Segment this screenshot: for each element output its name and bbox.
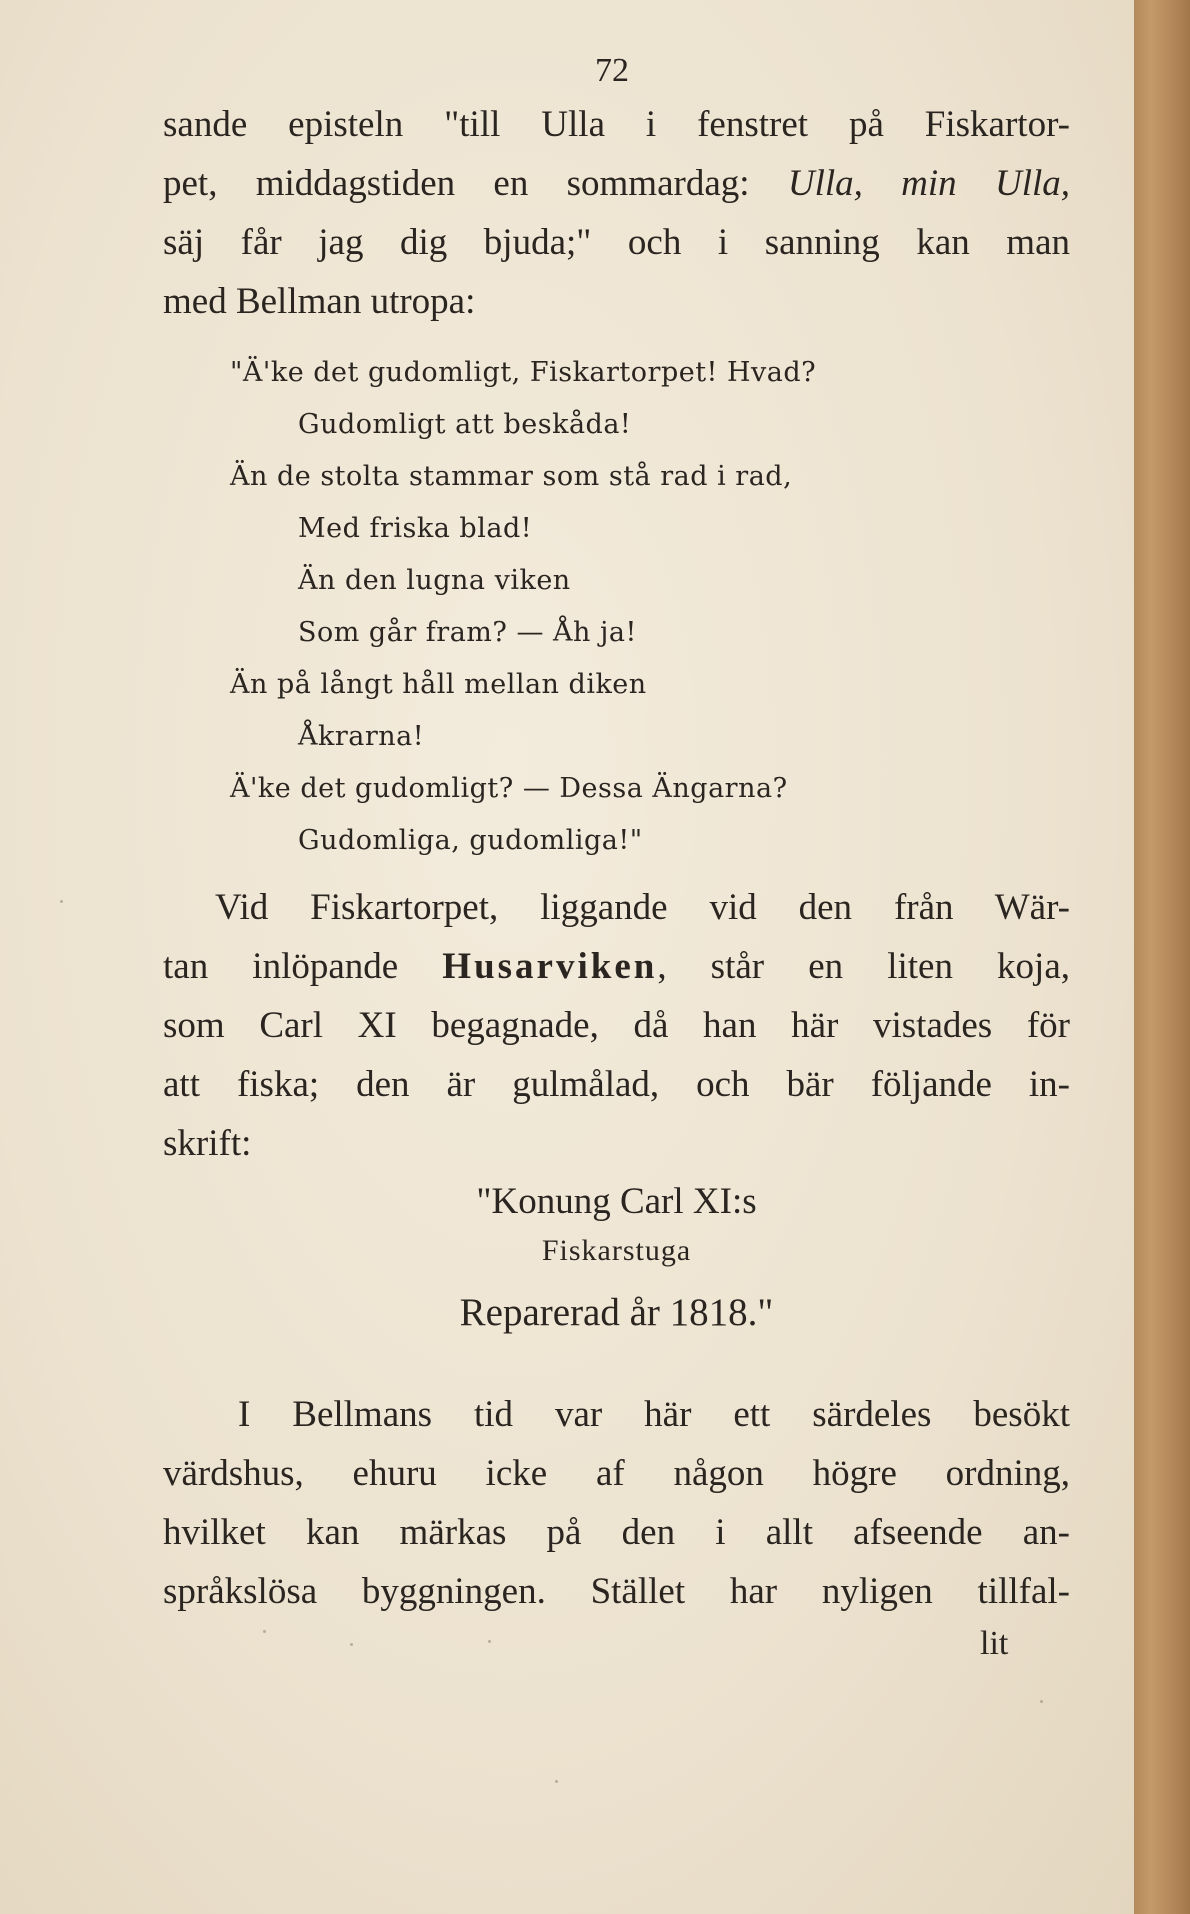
text-line: skrift: xyxy=(163,1123,252,1164)
text-line: med Bellman utropa: xyxy=(163,281,476,322)
inscription-line-3: Reparerad år 1818." xyxy=(459,1291,774,1334)
poem-line: "Ä'ke det gudomligt, Fiskartorpet! Hvad? xyxy=(230,357,817,388)
text-span: , står en liten koja, xyxy=(657,946,1071,987)
text-line: sande episteln "till Ulla i fenstret på Fiskartor- xyxy=(163,104,1070,145)
paragraph-1 xyxy=(163,95,1070,331)
text-line: I Bellmans tid var här ett särdeles besökt xyxy=(238,1394,1070,1435)
text-line: säj får jag dig bjuda;" och i sanning kan man xyxy=(163,222,1070,263)
paragraph-3 xyxy=(163,1385,1070,1621)
text-line: hvilket kan märkas på den i allt afseende an- xyxy=(163,1512,1070,1553)
paragraph-2 xyxy=(163,878,1070,1173)
poem-line: Än de stolta stammar som stå rad i rad, xyxy=(230,461,793,492)
poem-quotation xyxy=(230,347,816,867)
text-line xyxy=(163,937,1070,996)
paper-speck xyxy=(263,1630,266,1633)
page-edge xyxy=(1134,0,1190,1914)
paper-speck xyxy=(488,1640,491,1643)
text-span: pet, middagstiden en sommardag: xyxy=(163,163,788,204)
text-line: som Carl XI begagnade, då han här vistades för xyxy=(163,1005,1070,1046)
poem-line: Än på långt håll mellan diken xyxy=(230,669,647,700)
paper-speck xyxy=(350,1643,353,1646)
emphasized-place-name: Husarviken xyxy=(442,946,658,987)
text-line xyxy=(163,154,1070,213)
poem-line: Ä'ke det gudomligt? — Dessa Ängarna? xyxy=(230,773,788,804)
text-line: Vid Fiskartorpet, liggande vid den från Wär- xyxy=(215,887,1070,928)
catchword: lit xyxy=(980,1625,1009,1662)
poem-line: Som går fram? — Åh ja! xyxy=(298,617,637,648)
poem-line: Gudomligt att beskåda! xyxy=(298,409,632,440)
page-number: 72 xyxy=(595,52,629,89)
poem-line: Åkrarna! xyxy=(298,721,425,752)
poem-line: Än den lugna viken xyxy=(298,565,571,596)
inscription-line-1: "Konung Carl XI:s xyxy=(476,1181,757,1222)
paper-speck xyxy=(555,1780,558,1783)
paper-speck xyxy=(60,900,63,903)
poem-line: Gudomliga, gudomliga!" xyxy=(298,825,643,856)
text-line: värdshus, ehuru icke af någon högre ordning, xyxy=(163,1453,1070,1494)
text-line: att fiska; den är gulmålad, och bär följande in- xyxy=(163,1064,1070,1105)
italic-phrase: Ulla, min Ulla, xyxy=(787,163,1070,204)
text-line: språkslösa byggningen. Stället har nyligen tillfal- xyxy=(163,1571,1070,1612)
poem-line: Med friska blad! xyxy=(298,513,533,544)
inscription-line-2: Fiskarstuga xyxy=(541,1234,692,1267)
text-span: tan inlöpande xyxy=(163,946,443,987)
paper-speck xyxy=(1040,1700,1043,1703)
